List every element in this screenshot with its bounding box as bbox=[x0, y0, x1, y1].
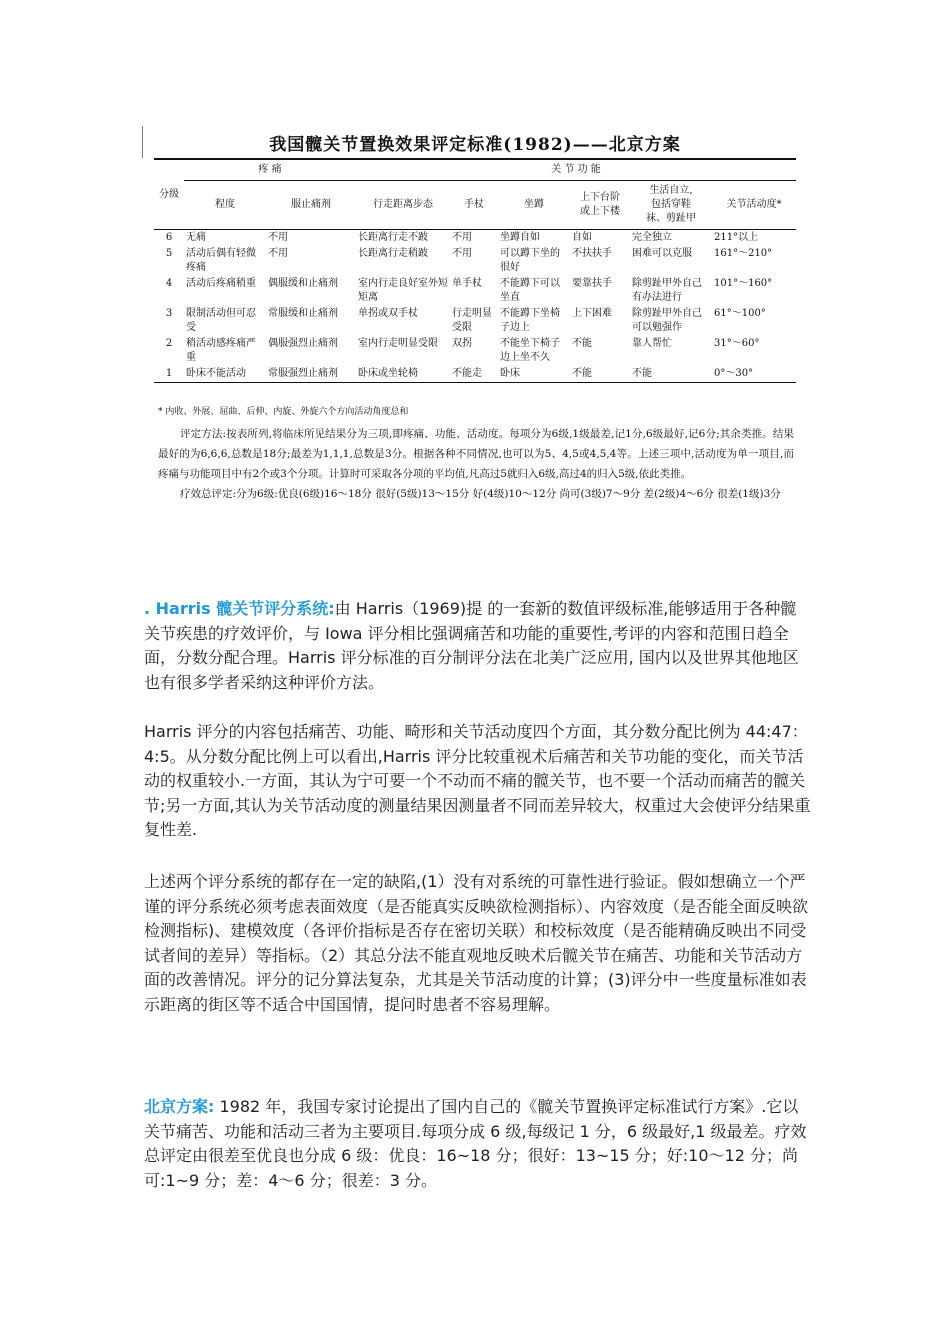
table-cell: 不用 bbox=[268, 248, 288, 259]
table-cell: 卧床不能活动 bbox=[184, 366, 266, 383]
level-cell: 6 bbox=[165, 232, 173, 243]
method-paragraph: 评定方法:按表所列,将临床所见结果分为三项,即疼痛、功能、活动度。每项分为6级,1级最差,记1分,6级最好,记6分;其余类推。结果最好的为6,6,6,总数是18分;最差为1,1,1,总数是3分。根据各种不同情况,也可以为5、4,5或4,5,4等。上述三项中,活动度为单一项目,而疼痛与功能项目中有2个或3个分项。计算时可采取各分项的平均值,凡高过5就归入6级,高过4的归入5级,依此类推。 bbox=[158, 428, 794, 480]
table-cell: 211°以上 bbox=[714, 232, 759, 243]
scanned-table-image bbox=[144, 118, 806, 542]
column-header: 关节活动度* bbox=[712, 181, 796, 230]
table-row bbox=[154, 366, 796, 383]
table-footnote: * 内收、外展、屈曲、后伸、内旋、外旋六个方向活动角度总和 bbox=[158, 407, 409, 417]
table-cell: 上下困难 bbox=[572, 308, 612, 319]
overall-grading-paragraph: 疗效总评定:分为6级:优良(6级)16～18分 很好(5级)13～15分 好(4级)10～12分 尚可(3级)7～9分 差(2级)4～6分 很差(1级)3分 bbox=[180, 488, 781, 500]
table-cell: 不用 bbox=[452, 232, 472, 243]
level-cell: 5 bbox=[165, 248, 173, 259]
table-cell: 靠人帮忙 bbox=[632, 338, 672, 349]
table-cell: 不用 bbox=[452, 248, 472, 259]
table-cell: 卧床 bbox=[498, 366, 570, 383]
defects-section bbox=[144, 870, 812, 1017]
table-cell: 不扶扶手 bbox=[572, 248, 612, 259]
beijing-heading: 北京方案: bbox=[144, 1097, 215, 1116]
table-cell: 室内行走良好室外短矩离 bbox=[358, 278, 448, 303]
beijing-text: 1982 年，我国专家讨论提出了国内自己的《髋关节置换评定标准试行方案》.它以关节痛苦、功能和活动三者为主要项目.每项分成 6 级,每级记 1 分，6 级最好,1 级最差。疗效总评定由很差至优良也分成 6 级：优良：16~18 分；很好：13~15 分；好:10～12 分；尚可:1~9 分；差：4～6 分；很差：3 分。 bbox=[144, 1097, 807, 1190]
table-cell: 常服缓和止痛剂 bbox=[268, 308, 338, 319]
table-cell: 双拐 bbox=[452, 338, 472, 349]
level-cell: 3 bbox=[165, 308, 173, 319]
harris-detail-text: Harris 评分的内容包括痛苦、功能、畸形和关节活动度四个方面，其分数分配比例为 44:47：4:5。从分数分配比例上可以看出,Harris 评分比较重视术后痛苦和关节功能的变化，而关节活动的权重较小.一方面，其认为宁可要一个不动而不痛的髋关节，也不要一个活动而痛苦的髋关节;另一方面,其认为关节活动度的测量结果因测量者不同而差异较大，权重过大会使评分结果重复性差. bbox=[144, 722, 811, 839]
table-cell: 除剪趾甲外自己可以勉强作 bbox=[632, 308, 702, 333]
table-row bbox=[154, 230, 796, 247]
table-cell: 0°～30° bbox=[712, 366, 796, 383]
table-cell: 除剪趾甲外自己有办法进行 bbox=[632, 278, 702, 303]
table-cell: 长距离行走不跛 bbox=[358, 232, 428, 243]
scan-edge-mark bbox=[142, 126, 143, 158]
table-row bbox=[154, 246, 796, 276]
table-cell: 自如 bbox=[572, 232, 592, 243]
table-cell: 室内行走明显受限 bbox=[358, 338, 438, 349]
level-cell: 1 bbox=[154, 366, 184, 383]
column-header: 程度 bbox=[184, 181, 266, 230]
table-cell: 单拐或双手杖 bbox=[358, 308, 418, 319]
table-title: 我国髋关节置换效果评定标准(1982)——北京方案 bbox=[269, 135, 681, 155]
table-cell: 不能坐下椅子边上坐不久 bbox=[500, 338, 560, 363]
table-cell: 可以蹲下坐的很好 bbox=[500, 248, 560, 273]
table-cell: 31°～60° bbox=[714, 338, 760, 349]
column-header: 生活自立, 包括穿鞋 袜、剪趾甲 bbox=[630, 181, 712, 230]
table-cell: 不能 bbox=[630, 366, 712, 383]
table-row bbox=[154, 336, 796, 366]
table-cell: 不能 bbox=[570, 366, 630, 383]
table-cell: 不能蹲下可以坐直 bbox=[500, 278, 560, 303]
evaluation-method bbox=[158, 424, 794, 504]
table-cell: 不用 bbox=[268, 232, 288, 243]
table-cell: 稍活动感疼痛严重 bbox=[186, 338, 256, 363]
level-cell: 2 bbox=[165, 338, 173, 349]
table-cell: 行走明显受限 bbox=[452, 308, 492, 333]
table-cell: 困难可以克服 bbox=[632, 248, 692, 259]
function-group-header: 关 节 功 能 bbox=[356, 159, 796, 181]
table-cell: 61°～100° bbox=[714, 308, 766, 319]
table-cell: 卧床或坐轮椅 bbox=[356, 366, 450, 383]
level-header: 分级 bbox=[154, 159, 184, 230]
table-cell: 活动后疼痛稍重 bbox=[186, 278, 256, 289]
harris-detail-section bbox=[144, 720, 812, 843]
table-row bbox=[154, 276, 796, 306]
table-cell: 活动后偶有轻微疼痛 bbox=[186, 248, 256, 273]
table-cell: 偶服强烈止痛剂 bbox=[268, 338, 338, 349]
table-row bbox=[154, 306, 796, 336]
table-cell: 不能走 bbox=[450, 366, 498, 383]
table-cell: 常服强烈止痛剂 bbox=[266, 366, 356, 383]
column-header: 手杖 bbox=[450, 181, 498, 230]
hip-evaluation-table bbox=[154, 158, 796, 383]
table-cell: 101°～160° bbox=[714, 278, 773, 289]
table-cell: 完全独立 bbox=[632, 232, 672, 243]
table-cell: 偶服缓和止痛剂 bbox=[268, 278, 338, 289]
table-cell: 单手杖 bbox=[452, 278, 482, 289]
column-header: 行走距离步态 bbox=[356, 181, 450, 230]
beijing-section bbox=[144, 1095, 812, 1193]
level-cell: 4 bbox=[165, 278, 173, 289]
harris-heading: . Harris 髋关节评分系统: bbox=[144, 599, 335, 618]
column-header: 服止痛剂 bbox=[266, 181, 356, 230]
table-cell: 长距离行走稍跛 bbox=[358, 248, 428, 259]
defects-text: 上述两个评分系统的都存在一定的缺陷,(1）没有对系统的可靠性进行验证。假如想确立一个严谨的评分系统必须考虑表面效度（是否能真实反映欲检测指标）、内容效度（是否能全面反映欲检测指标)、建模效度（各评价指标是否存在密切关联）和校标效度（是否能精确反映出不同受试者间的差异）等指标。（2）其总分法不能直观地反映术后髋关节在痛苦、功能和关节活动方面的改善情况。评分的记分算法复杂，尤其是关节活动度的计算；(3)评分中一些度量标准如表示距离的街区等不适合中国国情，提问时患者不容易理解。 bbox=[144, 872, 809, 1014]
harris-text: 由 Harris（1969)提 的一套新的数值评级标准,能够适用于各种髋关节疾患的疗效评价，与 Iowa 评分相比强调痛苦和功能的重要性,考评的内容和范围日趋全面，分数分配合理。Harris 评分标准的百分制评分法在北美广泛应用, 国内以及世界其他地区也有很多学者采纳这种评价方法。 bbox=[144, 599, 799, 692]
pain-group-header: 疼 痛 bbox=[184, 159, 356, 181]
table-cell: 不能 bbox=[572, 338, 592, 349]
column-header: 上下台阶 或上下楼 bbox=[570, 181, 630, 230]
table-cell: 坐蹲自如 bbox=[500, 232, 540, 243]
table-cell: 无痛 bbox=[186, 232, 206, 243]
harris-section bbox=[144, 597, 812, 695]
table-cell: 161°～210° bbox=[714, 248, 773, 259]
table-cell: 限制活动但可忍受 bbox=[186, 308, 256, 333]
table-cell: 不能蹲下坐椅子边上 bbox=[500, 308, 560, 333]
column-header: 坐蹲 bbox=[498, 181, 570, 230]
table-cell: 要靠扶手 bbox=[572, 278, 612, 289]
